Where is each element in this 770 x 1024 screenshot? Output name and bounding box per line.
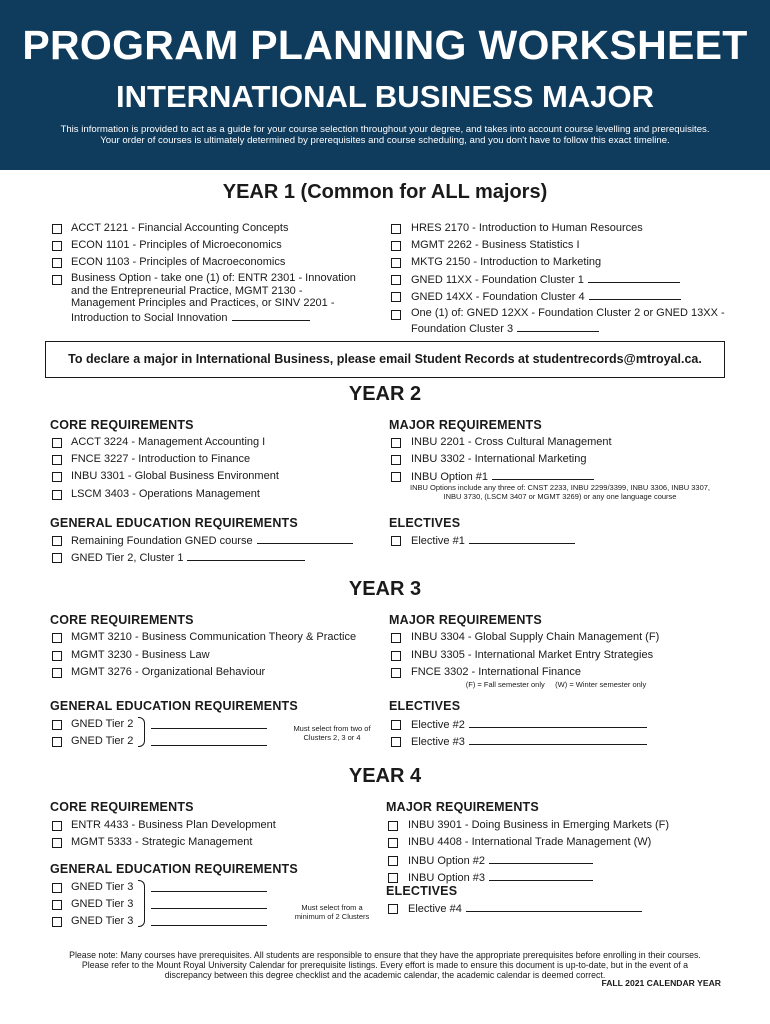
checkbox[interactable] [52,900,62,910]
course-item: INBU 3301 - Global Business Environment [71,470,279,482]
semester-note: (F) = Fall semester only (W) = Winter semester only [465,680,647,689]
checkbox[interactable] [52,883,62,893]
checkbox[interactable] [391,258,401,268]
course-item: MKTG 2150 - Introduction to Marketing [411,256,602,268]
electives-heading: ELECTIVES [389,699,461,713]
page-title: PROGRAM PLANNING WORKSHEET [22,22,748,68]
declare-major-box: To declare a major in International Business, please email Student Records at studentrecords@mtroyal.ca. [45,341,725,378]
course-item: MGMT 3276 - Organizational Behaviour [71,666,266,678]
options-note-line-1: INBU Options include any three of: CNST 2233, INBU 2299/3399, INBU 3306, INBU 3307, [409,483,711,492]
checkbox[interactable] [391,633,401,643]
course-item [408,853,593,869]
course-item-text: GNED 11XX - Foundation Cluster 1 [411,274,584,286]
course-item: GNED Tier 3 [71,898,134,910]
header-banner [0,0,770,170]
checkbox[interactable] [52,490,62,500]
checkbox[interactable] [391,651,401,661]
checkbox[interactable] [391,310,401,320]
checkbox[interactable] [388,838,398,848]
major-requirements-heading: MAJOR REQUIREMENTS [389,418,542,432]
footer-note-line-2: Please refer to the Mount Royal University Calendar for prerequisite listings. Every effort is made to ensure this document is up-to-date, but in the event of a [81,960,689,970]
electives-heading: ELECTIVES [386,884,458,898]
course-item-text: Elective #2 [411,719,465,731]
checkbox[interactable] [391,241,401,251]
fill-in-line[interactable] [517,321,599,332]
checkbox[interactable] [52,536,62,546]
gened-selection-note [280,724,384,742]
checkbox[interactable] [52,917,62,927]
gened-requirements-heading: GENERAL EDUCATION REQUIREMENTS [50,699,298,713]
intro-text-line-2: Your order of courses is ultimately determined by prerequisites and course scheduling, and you don't have to follow this exact timeline. [100,135,670,146]
checkbox[interactable] [391,737,401,747]
fill-in-line[interactable] [466,901,642,912]
course-item-text: INBU Option #3 [408,872,486,884]
course-item: INBU 3305 - International Market Entry Strategies [411,649,654,661]
electives-heading: ELECTIVES [389,516,461,530]
fill-in-line[interactable] [492,469,594,480]
course-item: GNED Tier 2 [71,735,134,747]
fill-in-line[interactable] [589,289,681,300]
checkbox[interactable] [391,536,401,546]
gened-note-line-2: minimum of 2 Clusters [294,912,370,921]
course-item: ECON 1103 - Principles of Macroeconomics [71,256,286,268]
fill-in-line[interactable] [151,881,267,892]
calendar-year-label: FALL 2021 CALENDAR YEAR [601,978,721,988]
fill-in-line[interactable] [232,310,310,321]
core-requirements-heading: CORE REQUIREMENTS [50,613,194,627]
course-item: GNED Tier 3 [71,915,134,927]
fill-in-line[interactable] [151,898,267,909]
checkbox[interactable] [52,668,62,678]
course-item-text: Elective #4 [408,903,462,915]
page-subtitle: INTERNATIONAL BUSINESS MAJOR [116,79,654,114]
fill-in-line[interactable] [151,915,267,926]
checkbox[interactable] [52,275,62,285]
options-note-line-2: INBU 3730, (LSCM 3407 or MGMT 3269) or any one language course [443,492,677,501]
course-item-text: INBU Option #1 [411,471,489,483]
course-item: MGMT 2262 - Business Statistics I [411,239,580,251]
course-item-text: Business Option - take one (1) of: ENTR 2301 - Innovation and the Entrepreneurial Practice, MGMT 2130 - Management Principles and Practices, or SINV 2201 - Introduction to Social Innovation [71,272,356,324]
options-note [400,483,720,501]
course-item: ECON 1101 - Principles of Microeconomics [71,239,282,251]
checkbox[interactable] [52,241,62,251]
footer-note-line-1: Please note: Many courses have prerequisites. All students are responsible to ensure that they have the appropriate prerequisites before enrolling in their courses. [69,950,701,960]
gened-selection-note [282,903,382,921]
year-1-heading: YEAR 1 (Common for ALL majors) [222,181,548,203]
checkbox[interactable] [52,224,62,234]
checkbox[interactable] [52,438,62,448]
fill-in-line[interactable] [151,718,267,729]
course-item: INBU 3304 - Global Supply Chain Management (F) [411,631,660,643]
checkbox[interactable] [391,292,401,302]
course-item [411,717,647,733]
checkbox[interactable] [391,668,401,678]
year-2-heading: YEAR 2 [348,383,422,405]
checkbox[interactable] [52,720,62,730]
course-item: HRES 2170 - Introduction to Human Resources [411,222,643,234]
year-3-heading: YEAR 3 [348,578,422,600]
course-item: INBU 2201 - Cross Cultural Management [411,436,612,448]
fill-in-line[interactable] [187,550,305,561]
core-requirements-heading: CORE REQUIREMENTS [50,418,194,432]
course-item-text: GNED 14XX - Foundation Cluster 4 [411,291,585,303]
checkbox[interactable] [388,873,398,883]
course-item [411,533,575,549]
course-item-text: INBU Option #2 [408,855,486,867]
checkbox[interactable] [391,224,401,234]
course-item [71,533,353,549]
checkbox[interactable] [391,472,401,482]
gened-note-line-1: Must select from two of [293,724,371,733]
course-item: FNCE 3302 - International Finance [411,666,581,678]
course-item-text: One (1) of: GNED 12XX - Foundation Cluster 2 or GNED 13XX - Foundation Cluster 3 [411,307,725,335]
checkbox[interactable] [52,455,62,465]
course-item [71,272,369,324]
course-item [411,307,729,336]
course-item: MGMT 3230 - Business Law [71,649,210,661]
course-item-text: Elective #3 [411,736,465,748]
checkbox[interactable] [52,258,62,268]
fill-in-line[interactable] [469,717,647,728]
course-item [411,734,647,750]
major-requirements-heading: MAJOR REQUIREMENTS [386,800,539,814]
checkbox[interactable] [52,838,62,848]
course-item: ACCT 3224 - Management Accounting I [71,436,266,448]
gened-note-line-2: Clusters 2, 3 or 4 [303,733,361,742]
course-item: GNED Tier 3 [71,881,134,893]
core-requirements-heading: CORE REQUIREMENTS [50,800,194,814]
checkbox[interactable] [52,821,62,831]
course-item: FNCE 3227 - Introduction to Finance [71,453,251,465]
footer-note-line-3: discrepancy between this degree checklist and the academic calendar, the academic calendar is deemed correct. [164,970,606,980]
course-item: INBU 3302 - International Marketing [411,453,587,465]
fill-in-line[interactable] [489,870,593,881]
year-4-heading: YEAR 4 [348,765,422,787]
major-requirements-heading: MAJOR REQUIREMENTS [389,613,542,627]
fill-in-line[interactable] [469,533,575,544]
checkbox[interactable] [52,651,62,661]
grouping-brace [138,717,145,747]
course-item: INBU 3901 - Doing Business in Emerging Markets (F) [408,819,670,831]
fill-in-line[interactable] [257,533,353,544]
course-item: GNED Tier 2 [71,718,134,730]
checkbox[interactable] [391,720,401,730]
fill-in-line[interactable] [489,853,593,864]
gened-requirements-heading: GENERAL EDUCATION REQUIREMENTS [50,862,298,876]
checkbox[interactable] [391,438,401,448]
fill-in-line[interactable] [588,272,680,283]
course-item: MGMT 3210 - Business Communication Theory & Practice [71,631,357,643]
checkbox[interactable] [52,553,62,563]
course-item: MGMT 5333 - Strategic Management [71,836,253,848]
course-item: ACCT 2121 - Financial Accounting Concepts [71,222,289,234]
intro-text-line-1: This information is provided to act as a guide for your course selection throughout your degree, and takes into account course levelling and prerequisites. [60,124,710,135]
fill-in-line[interactable] [151,735,267,746]
checkbox[interactable] [388,904,398,914]
checkbox[interactable] [388,856,398,866]
course-item: LSCM 3403 - Operations Management [71,488,260,500]
checkbox[interactable] [52,472,62,482]
checkbox[interactable] [391,275,401,285]
gened-note-line-1: Must select from a [301,903,363,912]
checkbox[interactable] [52,633,62,643]
grouping-brace [138,880,145,927]
gened-requirements-heading: GENERAL EDUCATION REQUIREMENTS [50,516,298,530]
fill-in-line[interactable] [469,734,647,745]
checkbox[interactable] [391,455,401,465]
course-item-text: Elective #1 [411,535,465,547]
course-item [408,901,642,917]
course-item [411,272,680,288]
course-item-text: GNED Tier 2, Cluster 1 [71,552,184,564]
course-item-text: Remaining Foundation GNED course [71,535,253,547]
course-item: ENTR 4433 - Business Plan Development [71,819,276,831]
course-item [71,550,305,566]
checkbox[interactable] [388,821,398,831]
course-item [411,289,681,305]
checkbox[interactable] [52,737,62,747]
course-item: INBU 4408 - International Trade Management (W) [408,836,652,848]
